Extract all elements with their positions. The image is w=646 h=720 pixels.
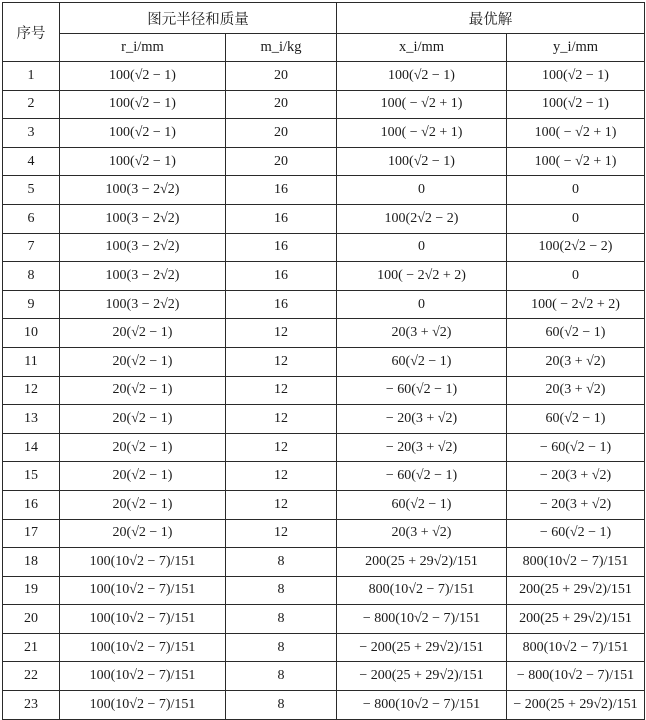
- cell-x: − 800(10√2 − 7)/151: [337, 691, 507, 720]
- cell-radius: 100(10√2 − 7)/151: [60, 633, 226, 662]
- table-row: [3, 62, 645, 91]
- cell-mass: 12: [226, 347, 337, 376]
- cell-x: − 800(10√2 − 7)/151: [337, 605, 507, 634]
- table-row: [3, 376, 645, 405]
- cell-x: 100(√2 − 1): [337, 147, 507, 176]
- cell-radius: 100(√2 − 1): [60, 147, 226, 176]
- cell-x: 100( − √2 + 1): [337, 119, 507, 148]
- cell-x: − 20(3 + √2): [337, 405, 507, 434]
- cell-mass: 20: [226, 147, 337, 176]
- cell-y: 200(25 + 29√2)/151: [507, 576, 645, 605]
- table-row: [3, 605, 645, 634]
- cell-index: 3: [3, 119, 60, 148]
- cell-index: 22: [3, 662, 60, 691]
- table-row: [3, 347, 645, 376]
- cell-mass: 12: [226, 490, 337, 519]
- cell-mass: 16: [226, 290, 337, 319]
- cell-radius: 100(3 − 2√2): [60, 176, 226, 205]
- table-header: [3, 3, 645, 62]
- cell-x: 0: [337, 176, 507, 205]
- cell-y: − 20(3 + √2): [507, 462, 645, 491]
- table-row: [3, 405, 645, 434]
- cell-x: 20(3 + √2): [337, 319, 507, 348]
- cell-index: 13: [3, 405, 60, 434]
- cell-mass: 20: [226, 62, 337, 91]
- cell-index: 21: [3, 633, 60, 662]
- cell-index: 6: [3, 204, 60, 233]
- header-group-optimal: 最优解: [337, 3, 645, 34]
- cell-x: 60(√2 − 1): [337, 347, 507, 376]
- cell-index: 11: [3, 347, 60, 376]
- cell-x: 60(√2 − 1): [337, 490, 507, 519]
- cell-radius: 100(10√2 − 7)/151: [60, 662, 226, 691]
- cell-index: 19: [3, 576, 60, 605]
- cell-radius: 100(3 − 2√2): [60, 233, 226, 262]
- cell-index: 4: [3, 147, 60, 176]
- cell-radius: 20(√2 − 1): [60, 405, 226, 434]
- cell-mass: 16: [226, 176, 337, 205]
- cell-y: 20(3 + √2): [507, 376, 645, 405]
- cell-x: 800(10√2 − 7)/151: [337, 576, 507, 605]
- cell-mass: 12: [226, 405, 337, 434]
- cell-x: 100(√2 − 1): [337, 62, 507, 91]
- cell-radius: 20(√2 − 1): [60, 433, 226, 462]
- cell-mass: 12: [226, 519, 337, 548]
- cell-y: 20(3 + √2): [507, 347, 645, 376]
- cell-radius: 100(3 − 2√2): [60, 262, 226, 291]
- table-row: [3, 204, 645, 233]
- cell-x: − 60(√2 − 1): [337, 462, 507, 491]
- cell-y: 100( − √2 + 1): [507, 147, 645, 176]
- table-row: [3, 90, 645, 119]
- cell-index: 15: [3, 462, 60, 491]
- header-index: 序号: [3, 3, 60, 62]
- cell-mass: 8: [226, 548, 337, 577]
- table-row: [3, 262, 645, 291]
- cell-x: − 20(3 + √2): [337, 433, 507, 462]
- cell-radius: 20(√2 − 1): [60, 462, 226, 491]
- cell-radius: 20(√2 − 1): [60, 519, 226, 548]
- cell-index: 17: [3, 519, 60, 548]
- optimal-solution-table: [2, 2, 645, 720]
- cell-index: 12: [3, 376, 60, 405]
- cell-mass: 12: [226, 462, 337, 491]
- cell-y: 100(√2 − 1): [507, 90, 645, 119]
- cell-radius: 100(√2 − 1): [60, 90, 226, 119]
- table-row: [3, 319, 645, 348]
- cell-index: 20: [3, 605, 60, 634]
- cell-radius: 100(10√2 − 7)/151: [60, 605, 226, 634]
- cell-x: − 200(25 + 29√2)/151: [337, 662, 507, 691]
- cell-radius: 100(3 − 2√2): [60, 290, 226, 319]
- cell-index: 18: [3, 548, 60, 577]
- cell-y: 0: [507, 204, 645, 233]
- cell-y: 60(√2 − 1): [507, 319, 645, 348]
- cell-mass: 12: [226, 319, 337, 348]
- cell-y: 100(2√2 − 2): [507, 233, 645, 262]
- table-row: [3, 490, 645, 519]
- header-col-r: r_i/mm: [60, 34, 226, 62]
- header-col-y: y_i/mm: [507, 34, 645, 62]
- cell-y: 60(√2 − 1): [507, 405, 645, 434]
- cell-x: 100(2√2 − 2): [337, 204, 507, 233]
- table-row: [3, 233, 645, 262]
- cell-radius: 20(√2 − 1): [60, 490, 226, 519]
- cell-y: 100( − 2√2 + 2): [507, 290, 645, 319]
- cell-mass: 8: [226, 662, 337, 691]
- cell-radius: 20(√2 − 1): [60, 376, 226, 405]
- cell-y: − 60(√2 − 1): [507, 519, 645, 548]
- cell-y: − 60(√2 − 1): [507, 433, 645, 462]
- cell-index: 1: [3, 62, 60, 91]
- cell-index: 23: [3, 691, 60, 720]
- cell-x: 0: [337, 233, 507, 262]
- table-row: [3, 548, 645, 577]
- cell-mass: 16: [226, 262, 337, 291]
- table-row: [3, 691, 645, 720]
- cell-index: 2: [3, 90, 60, 119]
- cell-x: − 200(25 + 29√2)/151: [337, 633, 507, 662]
- cell-x: 0: [337, 290, 507, 319]
- table-row: [3, 119, 645, 148]
- cell-mass: 12: [226, 376, 337, 405]
- cell-mass: 8: [226, 576, 337, 605]
- cell-y: 800(10√2 − 7)/151: [507, 548, 645, 577]
- cell-mass: 12: [226, 433, 337, 462]
- table-row: [3, 462, 645, 491]
- cell-radius: 100(√2 − 1): [60, 119, 226, 148]
- cell-index: 16: [3, 490, 60, 519]
- cell-index: 7: [3, 233, 60, 262]
- cell-mass: 16: [226, 233, 337, 262]
- cell-y: 200(25 + 29√2)/151: [507, 605, 645, 634]
- cell-mass: 16: [226, 204, 337, 233]
- cell-mass: 8: [226, 605, 337, 634]
- cell-mass: 20: [226, 90, 337, 119]
- cell-index: 8: [3, 262, 60, 291]
- cell-y: 0: [507, 262, 645, 291]
- cell-index: 14: [3, 433, 60, 462]
- cell-y: − 200(25 + 29√2)/151: [507, 691, 645, 720]
- cell-mass: 8: [226, 691, 337, 720]
- cell-radius: 100(10√2 − 7)/151: [60, 691, 226, 720]
- cell-radius: 100(3 − 2√2): [60, 204, 226, 233]
- table-row: [3, 176, 645, 205]
- header-col-m: m_i/kg: [226, 34, 337, 62]
- table-row: [3, 147, 645, 176]
- table-row: [3, 662, 645, 691]
- cell-radius: 100(√2 − 1): [60, 62, 226, 91]
- cell-radius: 20(√2 − 1): [60, 319, 226, 348]
- cell-y: 800(10√2 − 7)/151: [507, 633, 645, 662]
- cell-x: 20(3 + √2): [337, 519, 507, 548]
- header-col-x: x_i/mm: [337, 34, 507, 62]
- table-row: [3, 519, 645, 548]
- cell-y: 0: [507, 176, 645, 205]
- cell-y: 100( − √2 + 1): [507, 119, 645, 148]
- cell-x: 200(25 + 29√2)/151: [337, 548, 507, 577]
- cell-mass: 8: [226, 633, 337, 662]
- cell-x: 100( − 2√2 + 2): [337, 262, 507, 291]
- cell-radius: 20(√2 − 1): [60, 347, 226, 376]
- header-group-radius-mass: 图元半径和质量: [60, 3, 337, 34]
- cell-index: 10: [3, 319, 60, 348]
- cell-x: 100( − √2 + 1): [337, 90, 507, 119]
- cell-y: − 800(10√2 − 7)/151: [507, 662, 645, 691]
- table-row: [3, 433, 645, 462]
- table-body: [3, 62, 645, 720]
- cell-mass: 20: [226, 119, 337, 148]
- cell-index: 5: [3, 176, 60, 205]
- cell-radius: 100(10√2 − 7)/151: [60, 548, 226, 577]
- cell-index: 9: [3, 290, 60, 319]
- cell-y: − 20(3 + √2): [507, 490, 645, 519]
- cell-y: 100(√2 − 1): [507, 62, 645, 91]
- table-row: [3, 290, 645, 319]
- cell-x: − 60(√2 − 1): [337, 376, 507, 405]
- table-row: [3, 633, 645, 662]
- table-row: [3, 576, 645, 605]
- cell-radius: 100(10√2 − 7)/151: [60, 576, 226, 605]
